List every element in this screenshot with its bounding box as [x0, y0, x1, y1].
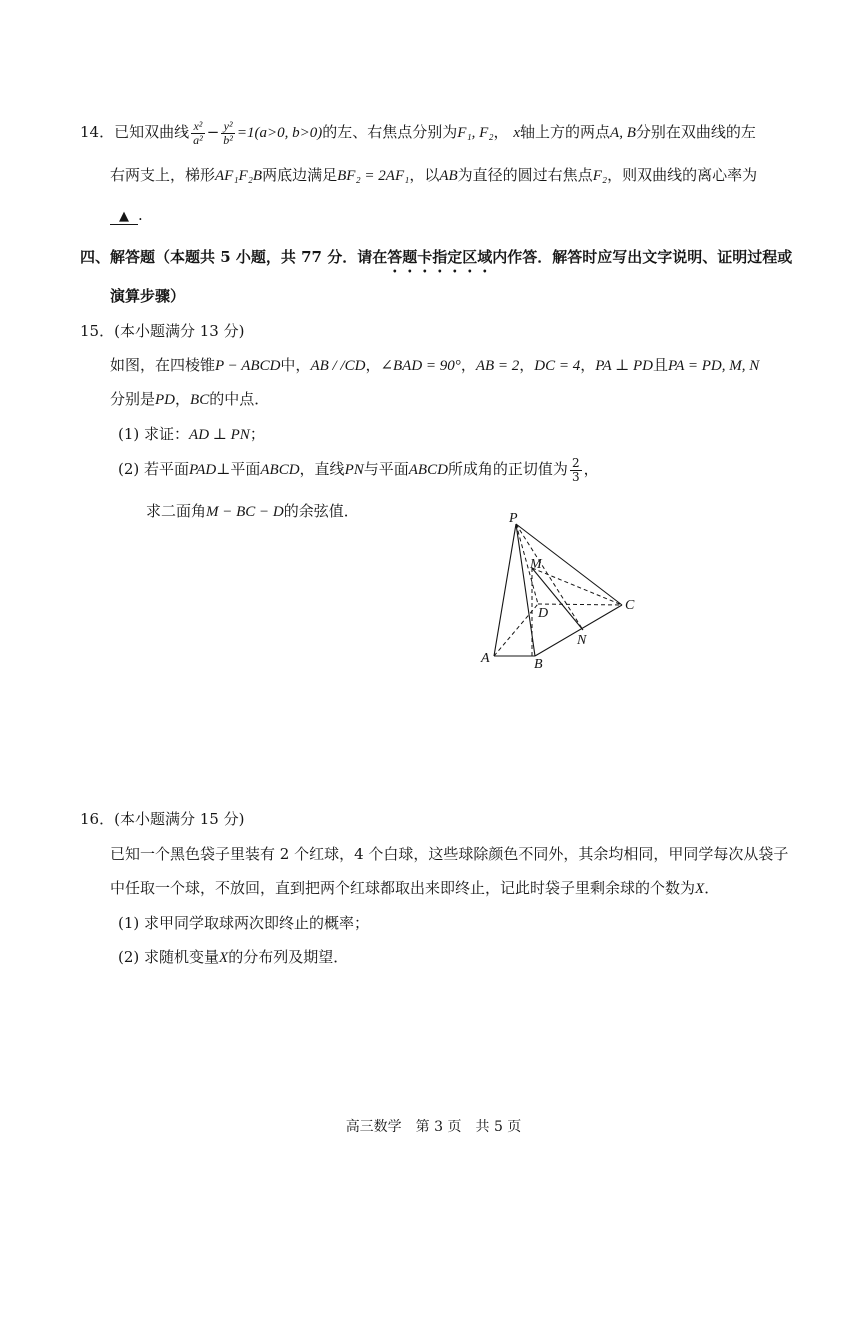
q14-text: 右两支上，梯形 [110, 166, 216, 184]
segment-ab: AB [439, 168, 458, 184]
perpendicular-relation: AD ⊥ PN [189, 427, 250, 443]
label-a: A [481, 651, 490, 666]
q15-line2 [110, 388, 269, 409]
frac-num: x² [191, 120, 205, 134]
angle-relation: ∠BAD = 90° [380, 358, 461, 374]
variable-x: X [219, 950, 229, 966]
q15-text: ⊥平面 [216, 460, 261, 478]
comma: ， [365, 356, 381, 374]
q14-number: 14． [80, 123, 115, 141]
label-m: M [530, 557, 542, 572]
comma: ， [580, 356, 596, 374]
q15-header: 15．(本小题满分 13 分) [80, 322, 245, 340]
section-title-text: 四、解答题（本题共 5 小题，共 77 分．请在 [80, 248, 388, 266]
q16-part2 [118, 946, 348, 967]
q15-text: (1) 求证： [118, 425, 190, 443]
length-dc: DC = 4 [534, 358, 581, 374]
frac-den: b² [223, 132, 233, 147]
q15-part1 [118, 423, 265, 444]
segment-pn [516, 524, 583, 630]
q15-text: 的余弦值． [283, 502, 359, 520]
q15-part2 [118, 452, 599, 487]
equation: BF₂ = 2AF₁ [337, 168, 410, 184]
q14-text: 轴上方的两点 [520, 123, 611, 141]
q16-text: (2) 求随机变量 [118, 948, 220, 966]
frac-num: 2 [571, 455, 580, 470]
q16-line2 [110, 877, 719, 898]
q14-text: 的左、右焦点分别为 [322, 123, 458, 141]
q15-text: 且 [653, 356, 669, 374]
q14-text: ，以 [409, 166, 440, 184]
q15-text: 求二面角 [146, 502, 207, 520]
edge-pa [494, 524, 516, 656]
q14-text: 两底边满足 [262, 166, 338, 184]
segment-pd: PD [155, 392, 176, 408]
q14-line2 [110, 164, 757, 185]
comma: ， [175, 390, 191, 408]
plane-abcd: ABCD [260, 462, 300, 478]
section-title [80, 246, 792, 276]
comma: ， [493, 123, 509, 141]
q16-text: 中任取一个球，不放回，直到把两个红球都取出来即终止，记此时袋子里剩余球的个数为 [110, 879, 696, 897]
focus-f2: F₂ [592, 168, 608, 184]
q15-text: ，直线 [299, 460, 345, 478]
equal-relation: PA = PD, M, N [668, 358, 760, 374]
period: . [138, 206, 143, 224]
q15-text: (2) 若平面 [118, 460, 190, 478]
parallel-relation: AB / /CD [310, 358, 366, 374]
label-p: P [509, 511, 518, 526]
condition: =1(a>0, b>0) [236, 125, 323, 141]
q16-part1: (1) 求甲同学取球两次即终止的概率； [118, 914, 370, 932]
q14-line3 [110, 206, 143, 225]
q15-text: 的中点． [209, 390, 270, 408]
period: ． [704, 879, 720, 897]
label-b: B [534, 657, 543, 672]
fraction-two-thirds [570, 457, 582, 484]
frac-den: 3 [571, 469, 580, 484]
frac-num: y² [221, 120, 235, 134]
x-axis: x [513, 125, 521, 141]
semicolon: ； [249, 425, 265, 443]
q15-text: 如图，在四棱锥 [110, 356, 216, 374]
q14-text: ，则双曲线的离心率为 [607, 166, 758, 184]
q14-text: 分别在双曲线的左 [635, 123, 756, 141]
section-title-text: 内作答．解答时应写出文字说明、证明过程或 [492, 248, 793, 266]
fraction-x2-a2 [191, 120, 205, 147]
q15-text: 与平面 [363, 460, 409, 478]
foci: F₁, F₂ [457, 125, 494, 141]
length-ab: AB = 2 [475, 358, 520, 374]
q14-line1 [80, 114, 756, 151]
minus-sign: − [206, 123, 220, 141]
comma: ， [460, 356, 476, 374]
pyramid-name: P − ABCD [215, 358, 281, 374]
q16-line1: 已知一个黑色袋子里装有 2 个红球，4 个白球，这些球除颜色不同外，其余均相同，甲同学每次从袋子 [110, 845, 789, 863]
q15-text: 所成角的正切值为 [447, 460, 568, 478]
pyramid-figure [470, 508, 650, 678]
plane-pad: PAD [189, 462, 217, 478]
points-ab: A, B [610, 125, 636, 141]
q16-header: 16．(本小题满分 15 分) [80, 810, 245, 828]
segment-mc [532, 568, 622, 605]
comma: ， [519, 356, 535, 374]
page-footer: 高三数学 第 3 页 共 5 页 [345, 1119, 522, 1135]
section-title-line2: 演算步骤） [110, 287, 186, 305]
frac-den: a² [193, 132, 203, 147]
label-c: C [625, 598, 635, 613]
q16-text: 的分布列及期望． [228, 948, 349, 966]
label-n: N [577, 633, 587, 648]
q14-text: 已知双曲线 [114, 123, 190, 141]
dihedral-angle: M − BC − D [206, 504, 284, 520]
line-pn: PN [344, 462, 364, 478]
label-d: D [538, 606, 549, 621]
plane-abcd: ABCD [408, 462, 448, 478]
q15-part3 [146, 500, 359, 521]
q14-text: 为直径的圆过右焦点 [457, 166, 593, 184]
comma: ， [583, 460, 599, 478]
fraction-y2-b2 [221, 120, 235, 147]
variable-x: X [695, 881, 705, 897]
q15-text: 分别是 [110, 390, 156, 408]
q15-text: 中， [280, 356, 311, 374]
answer-blank: ▲ [110, 209, 138, 225]
section-title-emphasis: 答题卡指定区域 [387, 248, 493, 266]
perpendicular-relation: PA ⊥ PD [595, 358, 654, 374]
edge-dc [538, 604, 622, 605]
segment-bc: BC [190, 392, 210, 408]
q15-line1 [110, 354, 759, 375]
trapezoid-name: AF₁F₂B [215, 168, 263, 184]
